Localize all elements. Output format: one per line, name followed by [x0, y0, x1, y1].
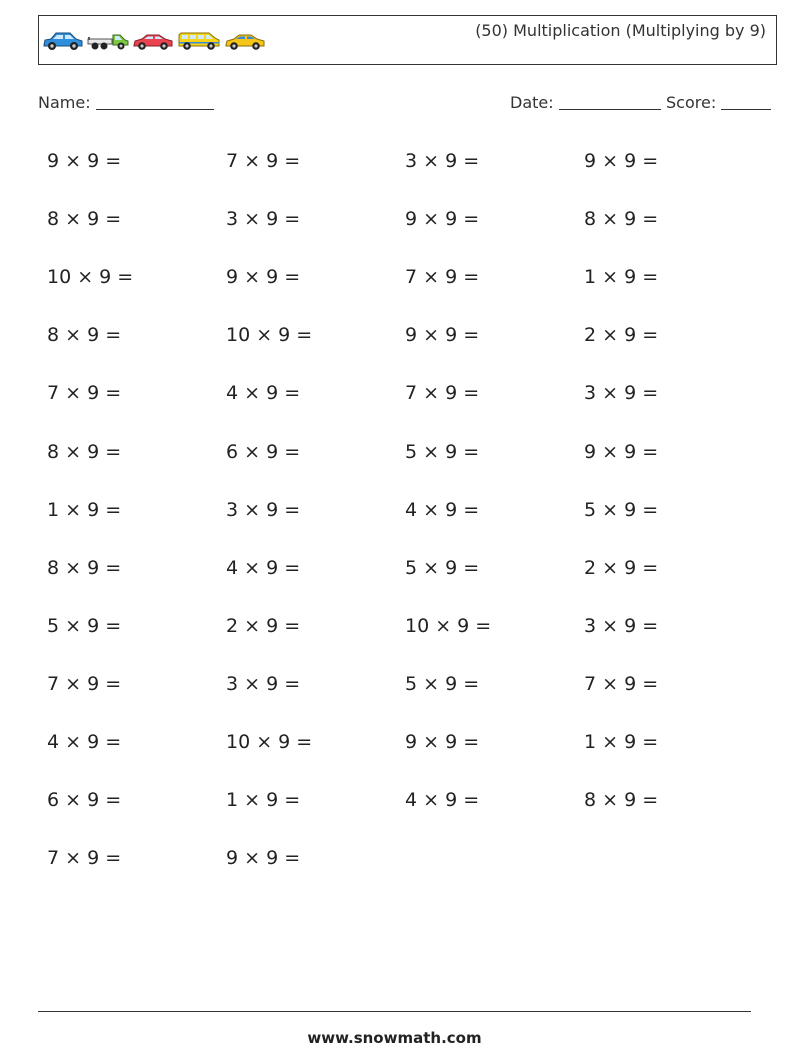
- problem-item: 5 × 9 =: [405, 557, 480, 579]
- yellow-taxi-icon: [224, 30, 266, 52]
- yellow-van-icon: [177, 30, 221, 52]
- date-label: Date:: [510, 93, 554, 112]
- problem-item: 7 × 9 =: [47, 382, 122, 404]
- problem-item: 9 × 9 =: [226, 266, 301, 288]
- footer-url: www.snowmath.com: [307, 1029, 482, 1047]
- problem-item: 6 × 9 =: [226, 441, 301, 463]
- date-blank[interactable]: [559, 95, 661, 110]
- problem-item: 3 × 9 =: [584, 382, 659, 404]
- worksheet-header: [38, 15, 777, 65]
- problem-item: 7 × 9 =: [405, 266, 480, 288]
- truck-icon: [87, 30, 129, 52]
- problem-item: 5 × 9 =: [47, 615, 122, 637]
- problem-item: 7 × 9 =: [226, 150, 301, 172]
- problem-item: 3 × 9 =: [226, 208, 301, 230]
- problem-item: 5 × 9 =: [405, 673, 480, 695]
- date-field[interactable]: [510, 93, 661, 112]
- problem-item: 8 × 9 =: [47, 441, 122, 463]
- problem-item: 4 × 9 =: [405, 499, 480, 521]
- problem-item: 2 × 9 =: [584, 324, 659, 346]
- problem-item: 3 × 9 =: [584, 615, 659, 637]
- score-label: Score:: [666, 93, 717, 112]
- problem-item: 4 × 9 =: [405, 789, 480, 811]
- name-label: Name:: [38, 93, 91, 112]
- problem-item: 8 × 9 =: [47, 324, 122, 346]
- problem-item: 3 × 9 =: [226, 499, 301, 521]
- problem-item: 8 × 9 =: [584, 208, 659, 230]
- problem-item: 5 × 9 =: [405, 441, 480, 463]
- problem-item: 3 × 9 =: [226, 673, 301, 695]
- problem-item: 9 × 9 =: [226, 847, 301, 869]
- footer-divider: [38, 1011, 751, 1012]
- problem-item: 1 × 9 =: [584, 731, 659, 753]
- problem-item: 8 × 9 =: [47, 557, 122, 579]
- problem-item: 4 × 9 =: [226, 382, 301, 404]
- problem-item: 10 × 9 =: [226, 731, 313, 753]
- score-field[interactable]: [666, 93, 771, 112]
- problem-item: 10 × 9 =: [226, 324, 313, 346]
- name-blank[interactable]: [96, 95, 214, 110]
- problem-item: 1 × 9 =: [226, 789, 301, 811]
- problem-item: 9 × 9 =: [584, 150, 659, 172]
- problem-item: 6 × 9 =: [47, 789, 122, 811]
- problem-item: 10 × 9 =: [405, 615, 492, 637]
- problem-item: 9 × 9 =: [405, 731, 480, 753]
- problem-item: 8 × 9 =: [47, 208, 122, 230]
- problem-item: 7 × 9 =: [584, 673, 659, 695]
- problem-item: 8 × 9 =: [584, 789, 659, 811]
- problem-item: 2 × 9 =: [584, 557, 659, 579]
- problem-item: 7 × 9 =: [47, 847, 122, 869]
- blue-car-icon: [42, 30, 84, 52]
- problem-item: 2 × 9 =: [226, 615, 301, 637]
- problem-item: 9 × 9 =: [405, 208, 480, 230]
- score-blank[interactable]: [721, 95, 771, 110]
- problem-item: 10 × 9 =: [47, 266, 134, 288]
- name-field[interactable]: [38, 93, 214, 112]
- problem-item: 7 × 9 =: [47, 673, 122, 695]
- problem-item: 9 × 9 =: [584, 441, 659, 463]
- red-car-icon: [132, 30, 174, 52]
- problem-item: 9 × 9 =: [405, 324, 480, 346]
- problem-item: 1 × 9 =: [584, 266, 659, 288]
- problem-item: 7 × 9 =: [405, 382, 480, 404]
- problem-item: 1 × 9 =: [47, 499, 122, 521]
- problem-item: 9 × 9 =: [47, 150, 122, 172]
- worksheet-title: (50) Multiplication (Multiplying by 9): [475, 21, 766, 40]
- problem-item: 4 × 9 =: [226, 557, 301, 579]
- problem-item: 3 × 9 =: [405, 150, 480, 172]
- problem-item: 4 × 9 =: [47, 731, 122, 753]
- problem-item: 5 × 9 =: [584, 499, 659, 521]
